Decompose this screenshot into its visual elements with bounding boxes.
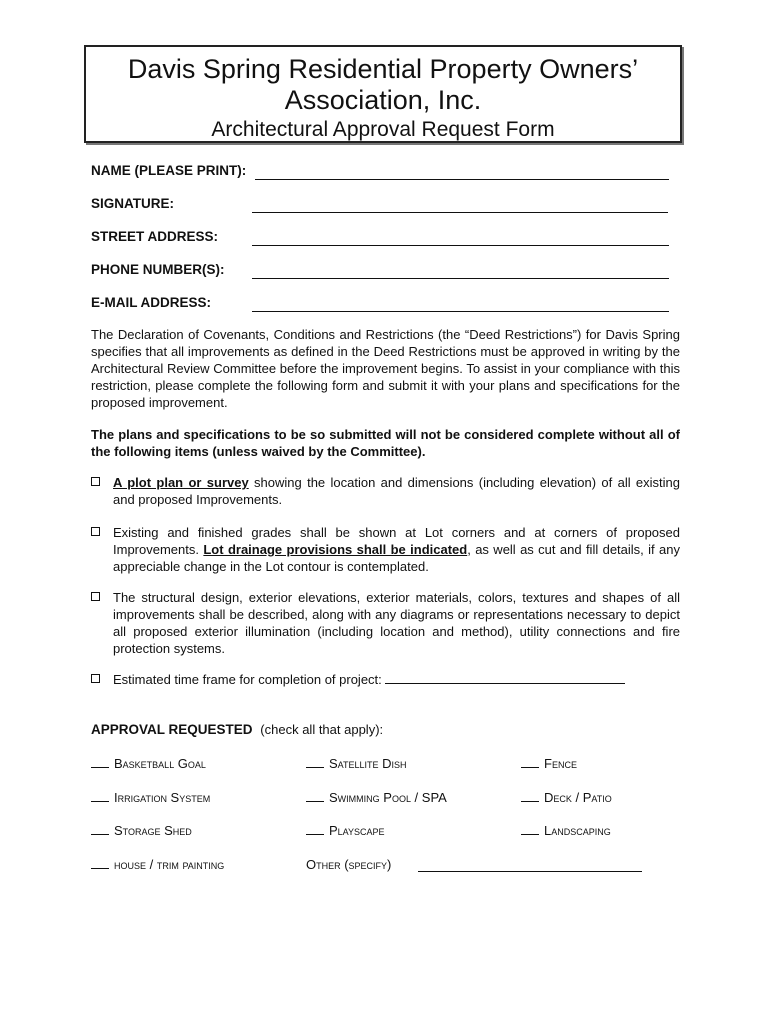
option-label: Swimming Pool / SPA: [329, 790, 447, 805]
requirement-text: [113, 671, 680, 688]
other-specify-line[interactable]: [418, 858, 642, 872]
title-line-1: Davis Spring Residential Property Owners’: [127, 54, 639, 84]
email-address-line[interactable]: [252, 297, 669, 312]
option-deck-patio[interactable]: [521, 790, 612, 805]
option-blank: [306, 790, 324, 802]
grades-text: Existing and finished grades shall be shown at Lot corners and at corners of proposed Improvements.: [113, 525, 680, 557]
time-frame-line[interactable]: [385, 671, 625, 684]
plot-plan-emphasis: A plot plan or survey: [113, 475, 249, 490]
signature-field-line[interactable]: [252, 198, 668, 213]
checkbox-icon[interactable]: [91, 592, 100, 601]
grades-text-end: , as well as cut and fill details, if any appreciable change in the Lot contour is contemplated.: [113, 542, 680, 574]
street-address-label: STREET ADDRESS:: [91, 229, 219, 244]
option-basketball-goal[interactable]: [91, 756, 206, 771]
phone-numbers-line[interactable]: [252, 264, 669, 279]
option-label: Satellite Dish: [329, 756, 407, 771]
option-label: Irrigation System: [114, 790, 211, 805]
option-blank: [91, 823, 109, 835]
checkbox-icon[interactable]: [91, 527, 100, 536]
option-house-trim-painting[interactable]: [91, 857, 224, 872]
name-field-line[interactable]: [255, 165, 669, 180]
requirement-structural: [91, 589, 680, 657]
title-line-2: Association, Inc.: [284, 85, 482, 115]
requirement-time-frame: [91, 671, 680, 688]
option-other-label: [306, 857, 391, 872]
option-irrigation-system[interactable]: [91, 790, 210, 805]
option-label: house / trim painting: [114, 857, 225, 872]
option-label: Storage Shed: [114, 823, 192, 838]
other-specify-label: Other (specify): [306, 857, 392, 872]
phone-numbers-label: PHONE NUMBER(S):: [91, 262, 225, 277]
approval-requested-heading: [91, 722, 383, 737]
option-blank: [306, 823, 324, 835]
option-label: Landscaping: [544, 823, 611, 838]
approval-note: (check all that apply):: [260, 722, 384, 737]
intro-paragraph: The Declaration of Covenants, Conditions and Restrictions (the “Deed Restrictions”) for Davis Spring specifies that all improvements as defined in the Deed Restrictions must be approved in writing by the Architectural Review Committee before the improvement begins. To assist in your compliance with this restriction, please complete the following form and submit it with your plans and specifications for the proposed improvement.: [91, 327, 680, 410]
email-address-label: E-MAIL ADDRESS:: [91, 295, 212, 310]
checkbox-icon[interactable]: [91, 477, 100, 486]
option-label: Playscape: [329, 823, 385, 838]
requirement-plot-plan: [91, 474, 680, 508]
drainage-emphasis: Lot drainage provisions shall be indicated: [203, 542, 468, 557]
requirement-text: [113, 474, 680, 508]
option-blank: [91, 790, 109, 802]
requirement-text: The structural design, exterior elevations, exterior materials, colors, textures and shapes of all improvements shall be described, along with any diagrams or representations necessary to depict all proposed exterior illumination (including location and method), utility connections and fire protection systems.: [113, 590, 680, 656]
checkbox-icon[interactable]: [91, 674, 100, 683]
option-label: Deck / Patio: [544, 790, 612, 805]
option-blank: [521, 756, 539, 768]
option-label: Fence: [544, 756, 577, 771]
option-blank: [91, 756, 109, 768]
option-blank: [521, 790, 539, 802]
signature-field-label: SIGNATURE:: [91, 196, 174, 211]
option-swimming-pool[interactable]: [306, 790, 447, 805]
name-field-label: NAME (PLEASE PRINT):: [91, 163, 247, 178]
requirement-text: [113, 524, 680, 575]
association-title: [86, 54, 680, 116]
option-fence[interactable]: [521, 756, 577, 771]
option-playscape[interactable]: [306, 823, 385, 838]
form-header: [84, 45, 682, 143]
street-address-line[interactable]: [252, 231, 669, 246]
requirements-notice: The plans and specifications to be so submitted will not be considered complete without all of the following items (unless waived by the Committee).: [91, 427, 680, 459]
option-storage-shed[interactable]: [91, 823, 192, 838]
form-subtitle: Architectural Approval Request Form: [211, 118, 555, 141]
requirement-grades: [91, 524, 680, 575]
plot-plan-text: showing the location and dimensions (including elevation) of all existing and proposed Improvements.: [113, 475, 681, 507]
option-blank: [91, 857, 109, 869]
approval-heading-text: APPROVAL REQUESTED: [91, 722, 253, 737]
option-satellite-dish[interactable]: [306, 756, 407, 771]
option-blank: [521, 823, 539, 835]
option-label: Basketball Goal: [114, 756, 206, 771]
option-landscaping[interactable]: [521, 823, 611, 838]
time-frame-label: Estimated time frame for completion of project:: [113, 672, 382, 687]
option-blank: [306, 756, 324, 768]
